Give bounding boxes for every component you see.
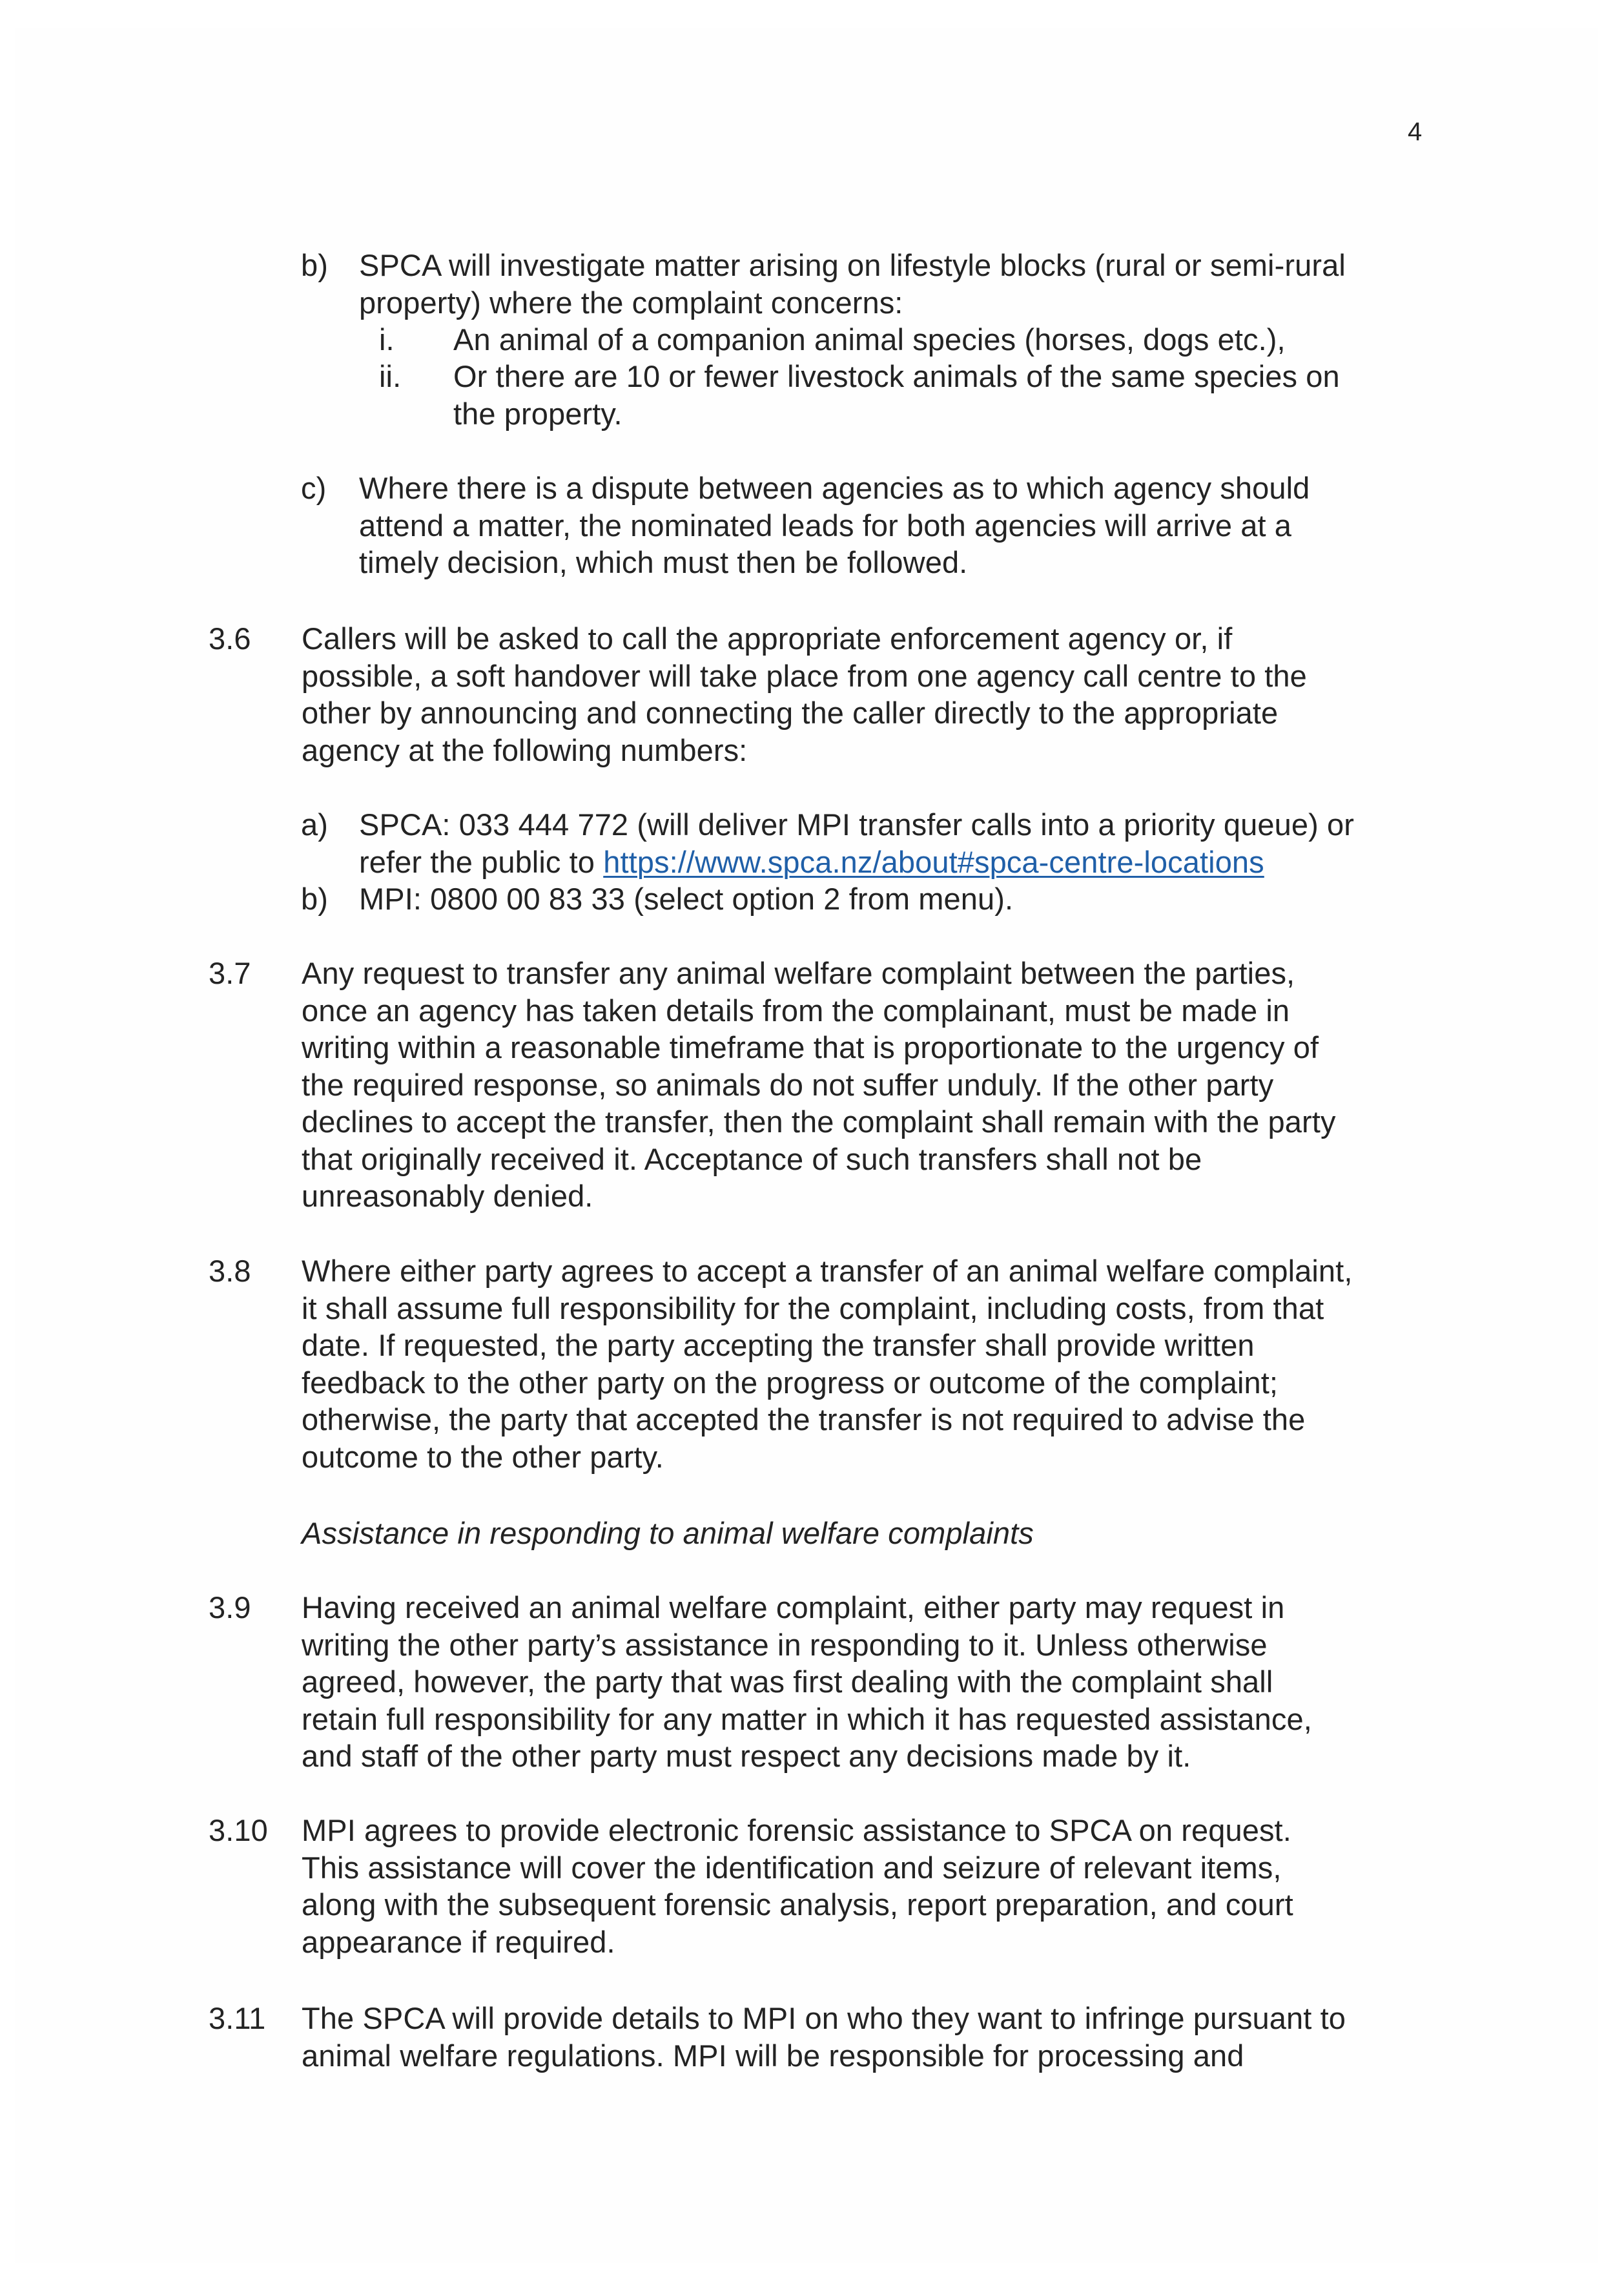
list-marker: c): [301, 471, 327, 505]
clause-number: 3.7: [209, 956, 251, 990]
text-line: SPCA: 033 444 772 (will deliver MPI transfer calls into a priority queue) or: [359, 807, 1355, 842]
text-line: An animal of a companion animal species (horses, dogs etc.),: [453, 322, 1286, 357]
text-line: declines to accept the transfer, then the complaint shall remain with the party: [302, 1105, 1336, 1139]
text-line: Where either party agrees to accept a transfer of an animal welfare complaint,: [302, 1254, 1353, 1288]
text-line: outcome to the other party.: [302, 1439, 664, 1474]
paragraph-text: [359, 247, 1346, 321]
paragraph-text: [302, 955, 1336, 1215]
text-line: the required response, so animals do not suffer unduly. If the other party: [302, 1067, 1274, 1102]
text-line: other by announcing and connecting the caller directly to the appropriate: [302, 696, 1279, 730]
paragraph-text: [302, 1252, 1353, 1475]
text-line: date. If requested, the party accepting the transfer shall provide written: [302, 1328, 1255, 1362]
text-line: appearance if required.: [302, 1924, 615, 1959]
text-line: Or there are 10 or fewer livestock animals of the same species on: [453, 359, 1340, 393]
text-line: that originally received it. Acceptance of such transfers shall not be: [302, 1141, 1202, 1176]
text-line: writing within a reasonable timeframe that is proportionate to the urgency of: [302, 1030, 1319, 1064]
text-line: feedback to the other party on the progress or outcome of the complaint;: [302, 1365, 1279, 1400]
text-line: Any request to transfer any animal welfare complaint between the parties,: [302, 956, 1295, 990]
clause-number: 3.11: [209, 2001, 266, 2035]
text-line: Where there is a dispute between agencies as to which agency should: [359, 471, 1310, 505]
paragraph-text: [302, 2000, 1346, 2074]
text-line: SPCA will investigate matter arising on lifestyle blocks (rural or semi-rural: [359, 248, 1346, 282]
text-line: it shall assume full responsibility for the complaint, including costs, from that: [302, 1291, 1324, 1325]
text-line: Having received an animal welfare complaint, either party may request in: [302, 1590, 1285, 1624]
text-line: Callers will be asked to call the appropriate enforcement agency or, if: [302, 621, 1233, 656]
subitem-text: [453, 358, 1340, 432]
page-number: 4: [1408, 118, 1423, 146]
text-line: and staff of the other party must respect any decisions made by it.: [302, 1739, 1191, 1773]
text-line: timely decision, which must then be followed.: [359, 545, 968, 579]
contact-mpi: [359, 880, 1013, 918]
text-line: animal welfare regulations. MPI will be responsible for processing and: [302, 2038, 1244, 2073]
text-line: along with the subsequent forensic analysis, report preparation, and court: [302, 1887, 1293, 1922]
text-line: This assistance will cover the identification and seizure of relevant items,: [302, 1850, 1282, 1885]
text-line: MPI: 0800 00 83 33 (select option 2 from menu).: [359, 882, 1014, 916]
text-line: retain full responsibility for any matter in which it has requested assistance,: [302, 1701, 1312, 1736]
list-marker: ii.: [379, 359, 402, 393]
paragraph-text: [302, 1812, 1293, 1960]
clause-number: 3.8: [209, 1254, 251, 1288]
text-line: [359, 844, 1354, 881]
section-subheading: Assistance in responding to animal welfare complaints: [302, 1516, 1034, 1550]
text-line: attend a matter, the nominated leads for both agencies will arrive at a: [359, 508, 1292, 543]
text-line: once an agency has taken details from the complainant, must be made in: [302, 993, 1290, 1028]
text-line: MPI agrees to provide electronic forensic assistance to SPCA on request.: [302, 1813, 1291, 1847]
link-prefix: refer the public to: [359, 844, 604, 879]
text-line: writing the other party’s assistance in responding to it. Unless otherwise: [302, 1627, 1268, 1662]
list-marker: b): [301, 882, 328, 916]
text-line: The SPCA will provide details to MPI on who they want to infringe pursuant to: [302, 2001, 1346, 2035]
text-line: property) where the complaint concerns:: [359, 285, 903, 320]
paragraph-text: [302, 620, 1307, 769]
list-marker: i.: [379, 322, 395, 357]
list-marker: a): [301, 807, 328, 842]
text-line: agreed, however, the party that was first dealing with the complaint shall: [302, 1665, 1273, 1699]
spca-locations-link[interactable]: https://www.spca.nz/about#spca-centre-locations: [603, 844, 1264, 879]
text-line: possible, a soft handover will take place from one agency call centre to the: [302, 658, 1307, 693]
clause-number: 3.6: [209, 621, 251, 656]
clause-number: 3.10: [209, 1813, 268, 1847]
subitem-text: [453, 321, 1286, 358]
list-marker: b): [301, 248, 328, 282]
text-line: unreasonably denied.: [302, 1179, 593, 1213]
paragraph-text: [302, 1589, 1312, 1775]
clause-number: 3.9: [209, 1590, 251, 1624]
text-line: otherwise, the party that accepted the transfer is not required to advise the: [302, 1402, 1306, 1437]
contact-spca: [359, 806, 1354, 880]
paragraph-text: [359, 470, 1310, 581]
text-line: the property.: [453, 396, 622, 431]
text-line: agency at the following numbers:: [302, 732, 748, 767]
